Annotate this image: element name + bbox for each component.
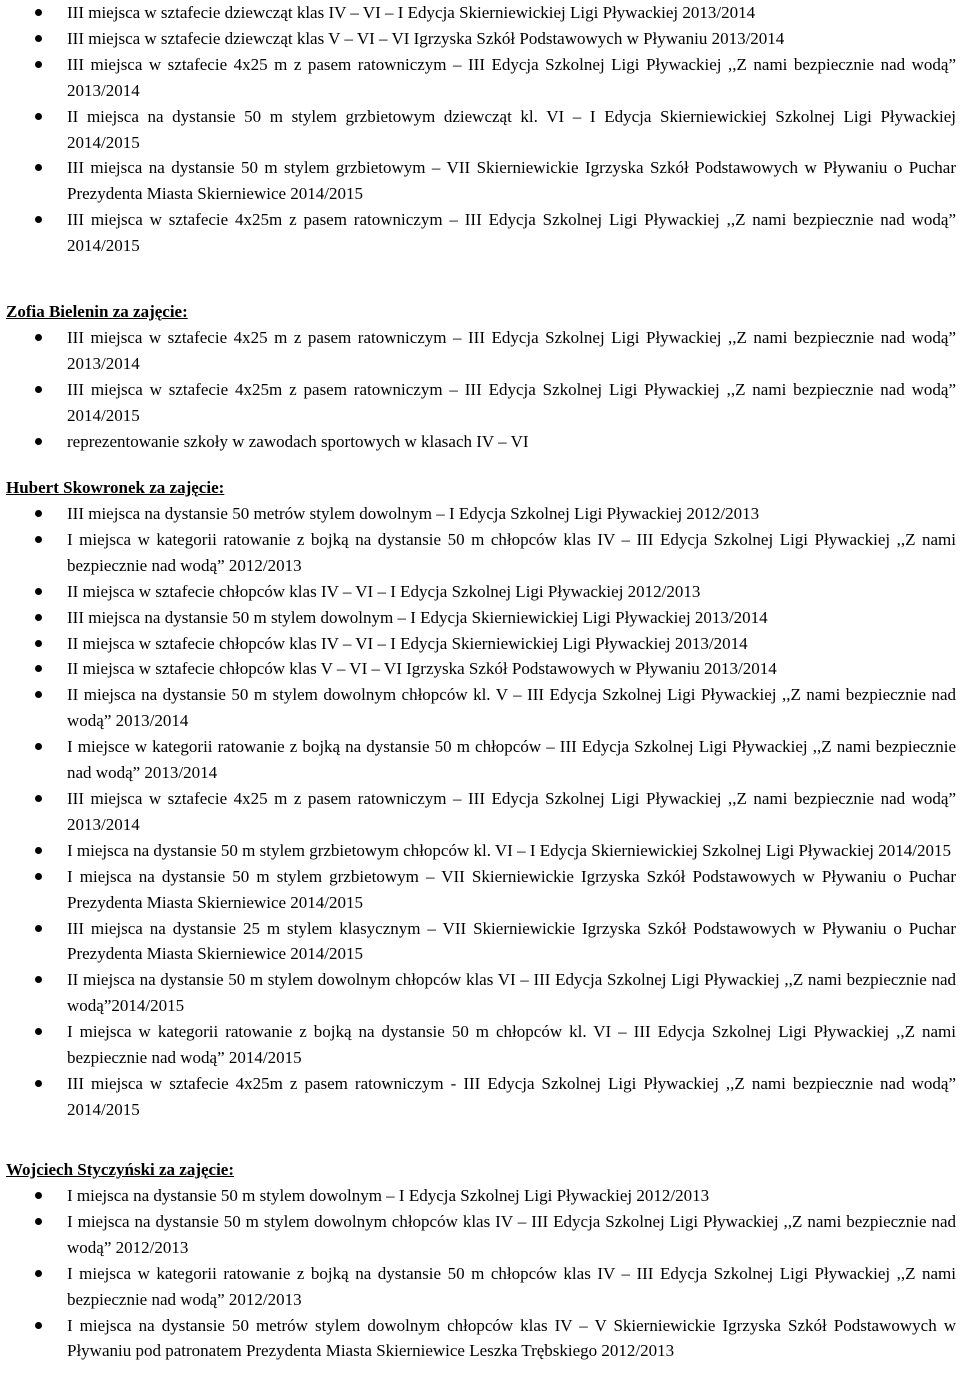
list-item: I miejsca na dystansie 50 m stylem grzbietowym chłopców kl. VI – I Edycja Skierniewickiej Szkolnej Ligi Pływackiej 2014/2015 <box>0 838 960 864</box>
list-item: III miejsca w sztafecie 4x25m z pasem ratowniczym – III Edycja Szkolnej Ligi Pływackiej ,,Z nami bezpiecznie nad wodą” 2014/2015 <box>0 207 960 259</box>
list-item: II miejsca na dystansie 50 m stylem grzbietowym dziewcząt kl. VI – I Edycja Skierniewickiej Szkolnej Ligi Pływackiej 2014/2015 <box>0 104 960 156</box>
list-item: I miejsca w kategorii ratowanie z bojką na dystansie 50 m chłopców klas IV – III Edycja Szkolnej Ligi Pływackiej ,,Z nami bezpiecznie nad wodą” 2012/2013 <box>0 1261 960 1313</box>
list-item: III miejsca w sztafecie 4x25 m z pasem ratowniczym – III Edycja Szkolnej Ligi Pływackiej ,,Z nami bezpiecznie nad wodą” 2013/2014 <box>0 786 960 838</box>
list-item: II miejsca na dystansie 50 m stylem dowolnym chłopców kl. V – III Edycja Szkolnej Ligi Pływackiej ,,Z nami bezpiecznie nad wodą” 2013/2014 <box>0 682 960 734</box>
list-item: I miejsca na dystansie 50 m stylem dowolnym chłopców klas IV – III Edycja Szkolnej Ligi Pływackiej ,,Z nami bezpiecznie nad wodą” 2012/2013 <box>0 1209 960 1261</box>
list-item: III miejsca na dystansie 50 m stylem dowolnym – I Edycja Skierniewickiej Ligi Pływackiej 2013/2014 <box>0 605 960 631</box>
section-heading: Wojciech Styczyński za zajęcie: <box>6 1160 235 1179</box>
list-item: I miejsca na dystansie 50 m stylem grzbietowym – VII Skierniewickie Igrzyska Szkół Podstawowych w Pływaniu o Puchar Prezydenta Miasta Skierniewice 2014/2015 <box>0 864 960 916</box>
list-item: III miejsca na dystansie 50 m stylem grzbietowym – VII Skierniewickie Igrzyska Szkół Podstawowych w Pływaniu o Puchar Prezydenta Miasta Skierniewice 2014/2015 <box>0 155 960 207</box>
list-item: I miejsca na dystansie 50 metrów stylem dowolnym chłopców klas IV – V Skierniewickie Igrzyska Szkół Podstawowych w Pływaniu pod patronatem Prezydenta Miasta Skierniewice Leszka Trębskiego 2012/2013 <box>0 1313 960 1365</box>
list-item: II miejsca w sztafecie chłopców klas IV – VI – I Edycja Skierniewickiej Ligi Pływackiej 2013/2014 <box>0 631 960 657</box>
list-item: III miejsca w sztafecie 4x25 m z pasem ratowniczym – III Edycja Szkolnej Ligi Pływackiej ,,Z nami bezpiecznie nad wodą” 2013/2014 <box>0 325 960 377</box>
achievement-list <box>0 501 960 1123</box>
list-item: II miejsca w sztafecie chłopców klas V – VI – VI Igrzyska Szkół Podstawowych w Pływaniu 2013/2014 <box>0 656 960 682</box>
list-item: I miejsca w kategorii ratowanie z bojką na dystansie 50 m chłopców kl. VI – III Edycja Szkolnej Ligi Pływackiej ,,Z nami bezpiecznie nad wodą” 2014/2015 <box>0 1019 960 1071</box>
list-item: III miejsca w sztafecie 4x25 m z pasem ratowniczym – III Edycja Szkolnej Ligi Pływackiej ,,Z nami bezpiecznie nad wodą” 2013/2014 <box>0 52 960 104</box>
achievement-list <box>0 1183 960 1364</box>
list-item: I miejsca na dystansie 50 m stylem dowolnym – I Edycja Szkolnej Ligi Pływackiej 2012/2013 <box>0 1183 960 1209</box>
section-heading: Hubert Skowronek za zajęcie: <box>6 478 225 497</box>
achievement-list <box>0 325 960 455</box>
list-item: III miejsca w sztafecie dziewcząt klas IV – VI – I Edycja Skierniewickiej Ligi Pływackiej 2013/2014 <box>0 0 960 26</box>
list-item: II miejsca na dystansie 50 m stylem dowolnym chłopców klas VI – III Edycja Szkolnej Ligi Pływackiej ,,Z nami bezpiecznie nad wodą”2014/2015 <box>0 967 960 1019</box>
list-item: II miejsca w sztafecie chłopców klas IV – VI – I Edycja Szkolnej Ligi Pływackiej 2012/2013 <box>0 579 960 605</box>
list-item: III miejsca na dystansie 25 m stylem klasycznym – VII Skierniewickie Igrzyska Szkół Podstawowych w Pływaniu o Puchar Prezydenta Miasta Skierniewice 2014/2015 <box>0 916 960 968</box>
list-item: III miejsca w sztafecie 4x25m z pasem ratowniczym – III Edycja Szkolnej Ligi Pływackiej ,,Z nami bezpiecznie nad wodą” 2014/2015 <box>0 377 960 429</box>
list-item: I miejsce w kategorii ratowanie z bojką na dystansie 50 m chłopców – III Edycja Szkolnej Ligi Pływackiej ,,Z nami bezpiecznie nad wodą” 2013/2014 <box>0 734 960 786</box>
list-item: III miejsca w sztafecie 4x25m z pasem ratowniczym - III Edycja Szkolnej Ligi Pływackiej ,,Z nami bezpiecznie nad wodą” 2014/2015 <box>0 1071 960 1123</box>
list-item: I miejsca w kategorii ratowanie z bojką na dystansie 50 m chłopców klas IV – III Edycja Szkolnej Ligi Pływackiej ,,Z nami bezpiecznie nad wodą” 2012/2013 <box>0 527 960 579</box>
list-item: III miejsca na dystansie 50 metrów stylem dowolnym – I Edycja Szkolnej Ligi Pływackiej 2012/2013 <box>0 501 960 527</box>
list-item: III miejsca w sztafecie dziewcząt klas V – VI – VI Igrzyska Szkół Podstawowych w Pływaniu 2013/2014 <box>0 26 960 52</box>
list-item: reprezentowanie szkoły w zawodach sportowych w klasach IV – VI <box>0 429 960 455</box>
section-heading: Zofia Bielenin za zajęcie: <box>6 302 188 321</box>
achievement-list <box>0 0 960 259</box>
